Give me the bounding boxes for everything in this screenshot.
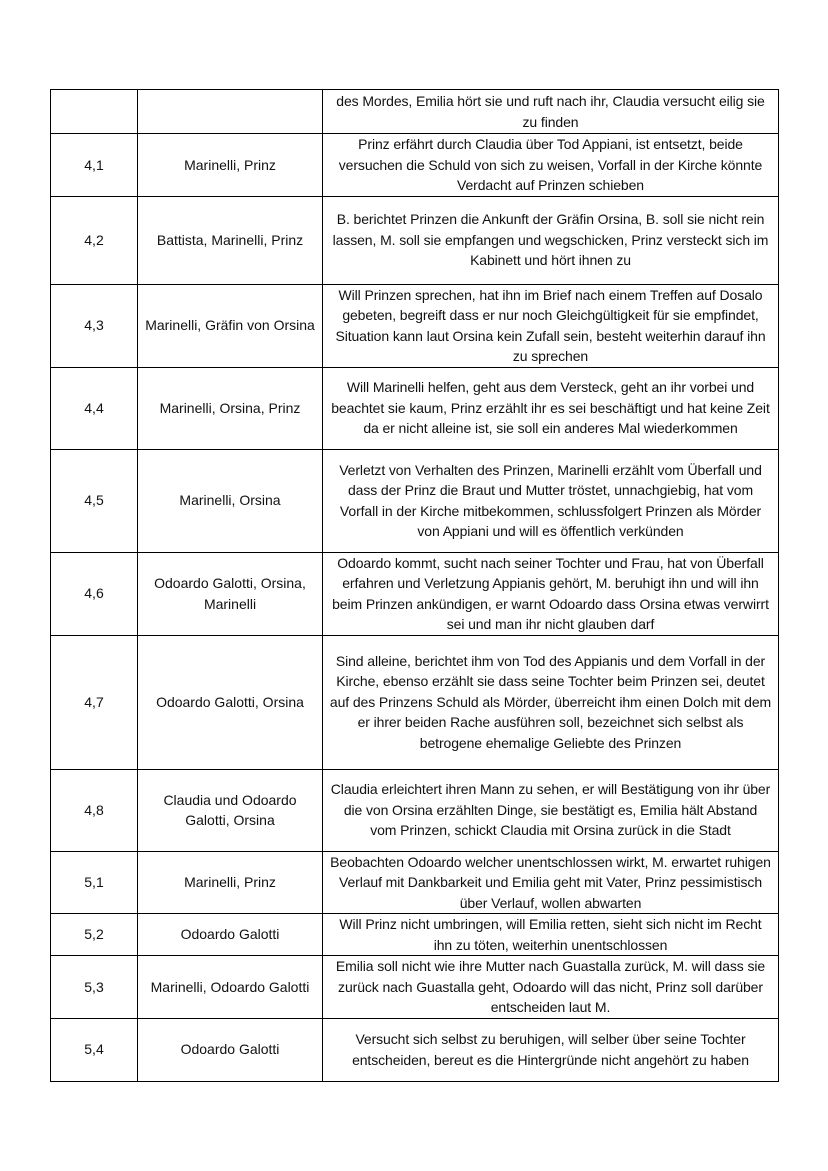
- scene-number-cell: 5,1: [51, 851, 138, 914]
- description-cell: Odoardo kommt, sucht nach seiner Tochter und Frau, hat von Überfall erfahren und Verletzung Appianis gehört, M. beruhigt ihn und will ihn beim Prinzen ankündigen, er warnt Odoardo dass Orsina etwas verwirrt sei und man ihr nicht glauben darf: [323, 552, 779, 635]
- description-cell: Versucht sich selbst zu beruhigen, will selber über seine Tochter entscheiden, bereut es die Hintergründe nicht angehört zu haben: [323, 1018, 779, 1081]
- characters-cell: Odoardo Galotti, Orsina: [138, 635, 323, 769]
- characters-cell: Odoardo Galotti, Orsina, Marinelli: [138, 552, 323, 635]
- table-row: [51, 134, 779, 197]
- description-cell: Beobachten Odoardo welcher unentschlossen wirkt, M. erwartet ruhigen Verlauf mit Dankbarkeit und Emilia geht mit Vater, Prinz pessimistisch über Verlauf, wollen abwarten: [323, 851, 779, 914]
- table-row: [51, 769, 779, 851]
- characters-cell: [138, 90, 323, 134]
- characters-cell: Marinelli, Prinz: [138, 851, 323, 914]
- scene-number-cell: 5,2: [51, 914, 138, 956]
- description-cell: des Mordes, Emilia hört sie und ruft nach ihr, Claudia versucht eilig sie zu finden: [323, 90, 779, 134]
- scene-number-cell: [51, 90, 138, 134]
- scene-number-cell: 5,3: [51, 956, 138, 1019]
- characters-cell: Odoardo Galotti: [138, 1018, 323, 1081]
- characters-cell: Odoardo Galotti: [138, 914, 323, 956]
- table-row: [51, 914, 779, 956]
- scene-number-cell: 4,4: [51, 367, 138, 449]
- scene-overview-table: [50, 89, 779, 1082]
- characters-cell: Claudia und Odoardo Galotti, Orsina: [138, 769, 323, 851]
- table-row: [51, 196, 779, 284]
- table-row: [51, 284, 779, 367]
- scene-number-cell: 4,1: [51, 134, 138, 197]
- characters-cell: Battista, Marinelli, Prinz: [138, 196, 323, 284]
- characters-cell: Marinelli, Gräfin von Orsina: [138, 284, 323, 367]
- table-row: [51, 90, 779, 134]
- description-cell: Prinz erfährt durch Claudia über Tod Appiani, ist entsetzt, beide versuchen die Schuld von sich zu weisen, Vorfall in der Kirche könnte Verdacht auf Prinzen schieben: [323, 134, 779, 197]
- scene-number-cell: 4,3: [51, 284, 138, 367]
- scene-number-cell: 4,6: [51, 552, 138, 635]
- table-row: [51, 635, 779, 769]
- description-cell: Emilia soll nicht wie ihre Mutter nach Guastalla zurück, M. will dass sie zurück nach Guastalla geht, Odoardo will das nicht, Prinz soll darüber entscheiden laut M.: [323, 956, 779, 1019]
- scene-number-cell: 5,4: [51, 1018, 138, 1081]
- description-cell: B. berichtet Prinzen die Ankunft der Gräfin Orsina, B. soll sie nicht rein lassen, M. soll sie empfangen und wegschicken, Prinz versteckt sich im Kabinett und hört ihnen zu: [323, 196, 779, 284]
- description-cell: Will Prinz nicht umbringen, will Emilia retten, sieht sich nicht im Recht ihn zu töten, weiterhin unentschlossen: [323, 914, 779, 956]
- scene-number-cell: 4,7: [51, 635, 138, 769]
- table-row: [51, 449, 779, 552]
- scene-number-cell: 4,2: [51, 196, 138, 284]
- description-cell: Will Prinzen sprechen, hat ihn im Brief nach einem Treffen auf Dosalo gebeten, begreift dass er nur noch Gleichgültigkeit für sie empfindet, Situation kann laut Orsina kein Zufall sein, besteht weiterhin darauf ihn zu sprechen: [323, 284, 779, 367]
- characters-cell: Marinelli, Prinz: [138, 134, 323, 197]
- description-cell: Sind alleine, berichtet ihm von Tod des Appianis und dem Vorfall in der Kirche, ebenso erzählt sie dass seine Tochter beim Prinzen sei, deutet auf des Prinzens Schuld als Mörder, überreicht ihm einen Dolch mit dem er ihrer beiden Rache ausführen soll, bezeichnet sich selbst als betrogene ehemalige Geliebte des Prinzen: [323, 635, 779, 769]
- table-row: [51, 367, 779, 449]
- characters-cell: Marinelli, Odoardo Galotti: [138, 956, 323, 1019]
- description-cell: Verletzt von Verhalten des Prinzen, Marinelli erzählt vom Überfall und dass der Prinz die Braut und Mutter tröstet, unnachgiebig, hat vom Vorfall in der Kirche mitbekommen, schlussfolgert Prinzen als Mörder von Appiani und will es öffentlich verkünden: [323, 449, 779, 552]
- table-row: [51, 956, 779, 1019]
- table-row: [51, 851, 779, 914]
- scene-number-cell: 4,8: [51, 769, 138, 851]
- table-row: [51, 552, 779, 635]
- characters-cell: Marinelli, Orsina, Prinz: [138, 367, 323, 449]
- table-row: [51, 1018, 779, 1081]
- description-cell: Claudia erleichtert ihren Mann zu sehen, er will Bestätigung von ihr über die von Orsina erzählten Dinge, sie bestätigt es, Emilia hält Abstand vom Prinzen, schickt Claudia mit Orsina zurück in die Stadt: [323, 769, 779, 851]
- description-cell: Will Marinelli helfen, geht aus dem Versteck, geht an ihr vorbei und beachtet sie kaum, Prinz erzählt ihr es sei beschäftigt und hat keine Zeit da er nicht alleine ist, sie soll ein anderes Mal wiederkommen: [323, 367, 779, 449]
- scene-number-cell: 4,5: [51, 449, 138, 552]
- characters-cell: Marinelli, Orsina: [138, 449, 323, 552]
